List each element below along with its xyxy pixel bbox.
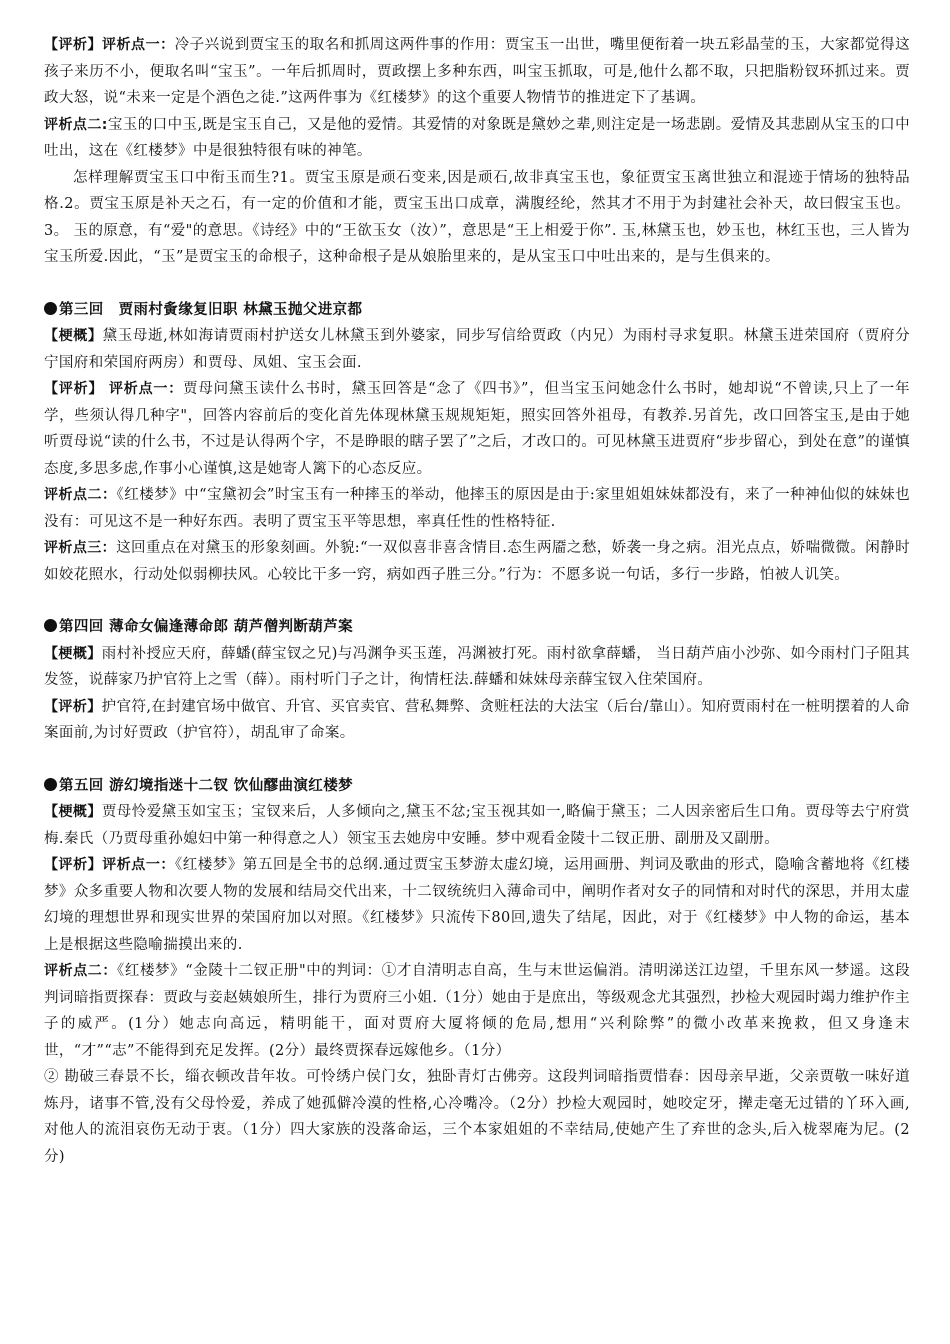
analysis-label: 【评析】评析点一：	[44, 37, 175, 53]
summary-text: 贾母怜爱黛玉如宝玉；宝钗来后，人多倾向之,黛玉不忿;宝玉视其如一,略偏于黛玉；二人因亲密后生口角。贾母等去宁府赏梅.秦氏（乃贾母重孙媳妇中第一种得意之人）领宝玉去她房中安睡。梦中观看金陵十二钗正册、副册及又副册。	[44, 804, 911, 847]
analysis-text: 这回重点在对黛玉的形象刻画。外貌:“一双似喜非喜含情目.态生两靥之愁，娇袭一身之病。泪光点点，娇喘微微。闲静时如姣花照水，行动处似弱柳扶风。心较比干多一窍，病如西子胜三分。”行为：不愿多说一句话，多行一步路，怕被人讥笑。	[44, 540, 911, 583]
chapter-heading	[44, 297, 910, 324]
analysis-label: 评析点二：	[44, 963, 117, 979]
summary-label: 【梗概】	[44, 804, 102, 820]
summary-label: 【梗概】	[44, 328, 103, 344]
analysis-paragraph	[44, 376, 910, 482]
analysis-paragraph	[44, 852, 910, 958]
summary-label: 【梗概】	[44, 645, 102, 662]
summary-text: 黛玉母逝,林如海请贾雨村护送女儿林黛玉到外婆家，同步写信给贾政（内兄）为雨村寻求复职。林黛玉进荣国府（贾府分宁国府和荣国府两房）和贾母、凤姐、宝玉会面.	[44, 328, 910, 371]
chapter-heading	[44, 614, 910, 641]
chapter-title: 第三回 贾雨村夤缘复旧职 林黛玉抛父进京都	[59, 301, 363, 318]
chapter-title: 第五回 游幻境指迷十二钗 饮仙醪曲演红楼梦	[59, 777, 353, 794]
chapter-title: 第四回 薄命女偏逢薄命郎 葫芦僧判断葫芦案	[59, 619, 353, 635]
analysis-paragraph: ② 勘破三春景不长，缁衣顿改昔年妆。可怜绣户侯门女，独卧青灯古佛旁。这段判词暗指贾惜春：因母亲早逝，父亲贾敬一味好道炼丹，诸事不管,没有父母怜爱，养成了她孤僻冷漠的性格,心冷嘴冷。（2分）抄检大观园时，她咬定牙，撵走毫无过错的丫环入画,对他人的流泪哀伤无动于衷。（1分）四大家族的没落命运，三个本家姐姐的不幸结局,使她产生了弃世的念头,后入栊翠庵为尼。(2分)	[44, 1069, 910, 1165]
analysis-text: 《红楼梦》中“宝黛初会”时宝玉有一种摔玉的举动，他摔玉的原因是由于:家里姐姐妹妹都没有，来了一种神仙似的妹妹也没有：可见这不是一种好东西。表明了贾宝玉平等思想，率真任性的性格特征.	[44, 487, 910, 530]
analysis-text: 《红楼梦》第五回是全书的总纲.通过贾宝玉梦游太虚幻境，运用画册、判词及歌曲的形式，隐喻含蓄地将《红楼梦》众多重要人物和次要人物的发展和结局交代出来，十二钗统统归入薄命司中，阐明作者对女子的同情和对时代的深思，并用太虚幻境的理想世界和现实世界的荣国府加以对照。《红楼梦》只流传下80回,遗失了结尾，因此，对于《红楼梦》中人物的命运，基本上是根据这些隐喻揣摸出来的.	[44, 857, 910, 953]
bullet-icon	[44, 778, 57, 791]
analysis-paragraph	[44, 535, 910, 588]
summary-paragraph	[44, 323, 910, 376]
analysis-label: 评析点二:	[44, 116, 108, 133]
analysis-label: 【评析】评析点一：	[44, 857, 175, 873]
summary-paragraph	[44, 641, 910, 694]
summary-paragraph	[44, 799, 910, 852]
document-page	[44, 32, 910, 1170]
analysis-label: 评析点三：	[44, 540, 117, 556]
analysis-label: 评析点二：	[44, 487, 117, 503]
analysis-paragraph	[44, 112, 910, 165]
analysis-text: 贾母问黛玉读什么书时，黛玉回答是“念了《四书》”，但当宝玉问她念什么书时，她却说“不曾读,只上了一年学，些须认得几种字"，回答内容前后的变化首先体现林黛玉规规矩矩，照实回答外祖母，有教养.另首先，改口回答宝玉,是由于她听贾母说“读的什么书，不过是认得两个字，不是睁眼的瞎子罢了”之后，才改口的。可见林黛玉进贾府“步步留心，到处在意”的谨慎态度,多思多虑,作事小心谨慎,这是她寄人篱下的心态反应。	[44, 381, 910, 477]
analysis-text: 护官符,在封建官场中做官、升官、买官卖官、营私舞弊、贪赃枉法的大法宝（后台/靠山）。知府贾雨村在一桩明摆着的人命案面前,为讨好贾政（护官符），胡乱审了命案。	[44, 698, 910, 741]
bullet-icon	[44, 619, 57, 632]
analysis-text: 宝玉的口中玉,既是宝玉自己，又是他的爱情。其爱情的对象既是黛妙之辈,则注定是一场悲剧。爱情及其悲剧从宝玉的口中吐出，这在《红楼梦》中是很独特很有味的神笔。	[44, 116, 910, 159]
analysis-paragraph	[44, 694, 910, 747]
section-gap	[44, 271, 910, 297]
chapter-heading	[44, 773, 910, 800]
analysis-paragraph	[44, 482, 910, 535]
analysis-paragraph	[44, 958, 910, 1064]
section-gap	[44, 747, 910, 773]
analysis-label: 【评析】	[44, 698, 102, 715]
analysis-paragraph: 怎样理解贾宝玉口中衔玉而生?1。贾宝玉原是顽石变来,因是顽石,故非真宝玉也，象征贾宝玉离世独立和混迹于情场的独特品格.2。贾宝玉原是补天之石，有一定的价值和才能，贾宝玉出口成章，满腹经纶，然其才不用于为封建社会补天，故曰假宝玉也。3。 玉的原意，有“爱"的意思。《诗经》中的“王欲玉女（汝）”，意思是“王上相爱于你”. 玉,林黛玉也，妙玉也，林红玉也，三人皆为宝玉所爱.因此，“玉”是贾宝玉的命根子，这种命根子是从娘胎里来的，是从宝玉口中吐出来的，是与生俱来的。	[44, 169, 910, 265]
analysis-label: 【评析】 评析点一：	[44, 381, 184, 397]
analysis-text: 《红楼梦》“金陵十二钗正册"中的判词：①才自清明志自高，生与末世运偏消。清明涕送江边望，千里东风一梦遥。这段判词暗指贾探春：贾政与妾赵姨娘所生，排行为贾府三小姐.（1分）她由于是庶出，等级观念尤其强烈，抄检大观园时竭力维护作主子的威严。(1分）她志向高远，精明能干，面对贾府大厦将倾的危局,想用“兴利除弊”的微小改革来挽救，但又身逢末世，“才”“志”不能得到充足发挥。(2分）最终贾探春远嫁他乡。（1分）	[44, 963, 910, 1059]
summary-text: 雨村补授应天府，薛蟠(薛宝钗之兄)与冯渊争买玉莲，冯渊被打死。雨村欲拿薛蟠， 当日葫芦庙小沙弥、如今雨村门子阻其发签，说薛家乃护官符上之雪（薛）。雨村听门子之计，徇情枉法.薛蟠和妹妹母亲薛宝钗入住荣国府。	[44, 645, 910, 688]
bullet-icon	[44, 302, 57, 315]
analysis-paragraph	[44, 32, 910, 112]
section-gap	[44, 588, 910, 614]
analysis-text: 冷子兴说到贾宝玉的取名和抓周这两件事的作用：贾宝玉一出世，嘴里便衔着一块五彩晶莹的玉，大家都觉得这孩子来历不小，便取名叫“宝玉”。一年后抓周时，贾政摆上多种东西，叫宝玉抓取，可是,他什么都不取，只把脂粉钗环抓过来。贾政大怒，说“未来一定是个酒色之徒.”这两件事为《红楼梦》的这个重要人物情节的推进定下了基调。	[44, 37, 910, 106]
